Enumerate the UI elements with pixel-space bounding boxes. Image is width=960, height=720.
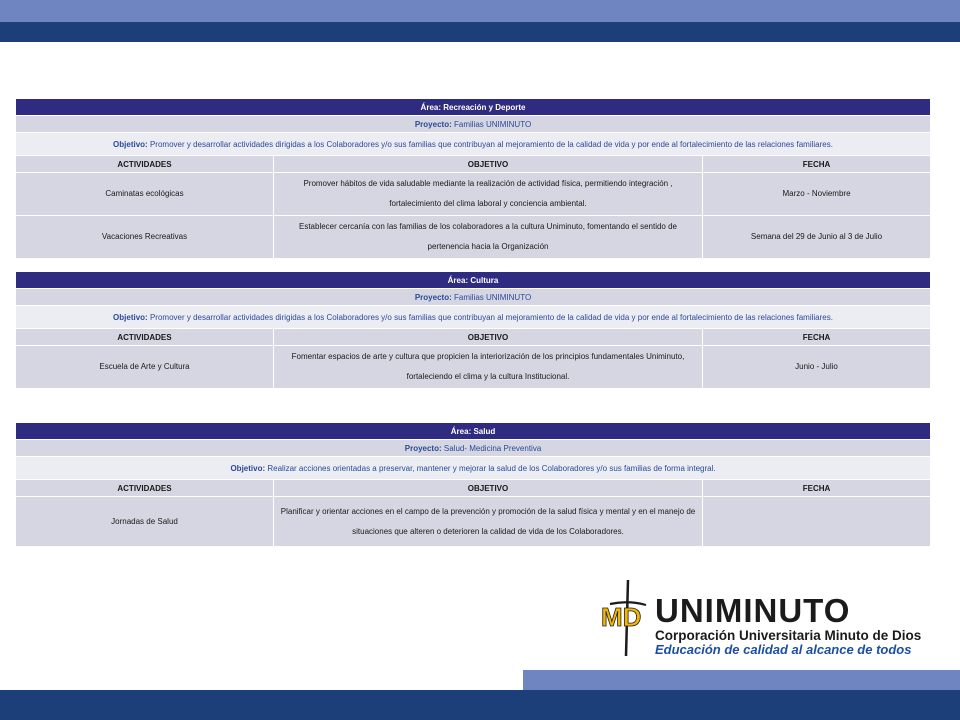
table-row: [16, 173, 931, 216]
actividad-cell: Vacaciones Recreativas: [16, 216, 274, 259]
footer-band-dark: [0, 690, 960, 720]
uniminuto-logo: [598, 578, 928, 658]
col-fecha: FECHA: [703, 480, 931, 497]
area-title: Área: Recreación y Deporte: [16, 99, 931, 116]
objetivo-row: [16, 306, 931, 329]
objetivo-cell: Promover hábitos de vida saludable mediante la realización de actividad física, permitiendo integración , fortalecimiento del clima laboral y conciencia ambiental.: [274, 173, 703, 216]
actividad-cell: Escuela de Arte y Cultura: [16, 346, 274, 389]
logo-slogan: Educación de calidad al alcance de todos: [655, 642, 912, 657]
logo-name: UNIMINUTO: [655, 592, 851, 629]
md-cross-icon: [598, 578, 658, 658]
proyecto-value: Salud- Medicina Preventiva: [443, 443, 542, 453]
col-actividades: ACTIVIDADES: [16, 329, 274, 346]
actividad-cell: Caminatas ecológicas: [16, 173, 274, 216]
proyecto-label: Proyecto:: [404, 443, 442, 453]
col-objetivo: OBJETIVO: [274, 480, 703, 497]
table-row: [16, 346, 931, 389]
objetivo-value: Promover y desarrollar actividades dirigidas a los Colaboradores y/o sus familias que contribuyan al mejoramiento de la calidad de vida y por ende al fortalecimiento de las relaciones familiares.: [149, 139, 833, 149]
objetivo-value: Promover y desarrollar actividades dirigidas a los Colaboradores y/o sus familias que contribuyan al mejoramiento de la calidad de vida y por ende al fortalecimiento de las relaciones familiares.: [149, 312, 833, 322]
table-salud: [15, 422, 931, 547]
proyecto-row: [16, 116, 931, 133]
fecha-cell: Semana del 29 de Junio al 3 de Julio: [703, 216, 931, 259]
proyecto-label: Proyecto:: [414, 292, 452, 302]
objetivo-cell: Establecer cercanía con las familias de los colaboradores a la cultura Uniminuto, fomentando el sentido de pertenencia hacia la Organización: [274, 216, 703, 259]
header-band-light: [0, 0, 960, 22]
objetivo-label: Objetivo:: [230, 463, 266, 473]
actividad-cell: Jornadas de Salud: [16, 497, 274, 547]
logo-monogram: MD: [601, 602, 642, 632]
col-fecha: FECHA: [703, 156, 931, 173]
proyecto-value: Familias UNIMINUTO: [453, 119, 532, 129]
proyecto-value: Familias UNIMINUTO: [453, 292, 532, 302]
area-title: Área: Cultura: [16, 272, 931, 289]
table-row: [16, 497, 931, 547]
objetivo-cell: Fomentar espacios de arte y cultura que propicien la interiorización de los principios fundamentales Uniminuto, fortaleciendo el clima y la cultura Institucional.: [274, 346, 703, 389]
col-objetivo: OBJETIVO: [274, 329, 703, 346]
objetivo-value: Realizar acciones orientadas a preservar, mantener y mejorar la salud de los Colaboradores y/o sus familias de forma integral.: [267, 463, 716, 473]
table-recreacion: [15, 98, 931, 259]
logo-subtitle: Corporación Universitaria Minuto de Dios: [655, 628, 922, 643]
footer-band-light: [523, 670, 960, 690]
proyecto-row: [16, 440, 931, 457]
col-fecha: FECHA: [703, 329, 931, 346]
header-band-dark: [0, 22, 960, 42]
fecha-cell: Marzo - Noviembre: [703, 173, 931, 216]
col-objetivo: OBJETIVO: [274, 156, 703, 173]
proyecto-label: Proyecto:: [414, 119, 452, 129]
objetivo-label: Objetivo:: [113, 312, 148, 322]
fecha-cell: [703, 497, 931, 547]
area-title: Área: Salud: [16, 423, 931, 440]
objetivo-label: Objetivo:: [113, 139, 148, 149]
objetivo-row: [16, 133, 931, 156]
fecha-cell: Junio - Julio: [703, 346, 931, 389]
proyecto-row: [16, 289, 931, 306]
table-cultura: [15, 271, 931, 389]
objetivo-cell: Planificar y orientar acciones en el campo de la prevención y promoción de la salud física y mental y en el manejo de situaciones que alteren o deterioren la calidad de vida de los Colaboradores.: [274, 497, 703, 547]
table-row: [16, 216, 931, 259]
objetivo-row: [16, 457, 931, 480]
col-actividades: ACTIVIDADES: [16, 156, 274, 173]
col-actividades: ACTIVIDADES: [16, 480, 274, 497]
